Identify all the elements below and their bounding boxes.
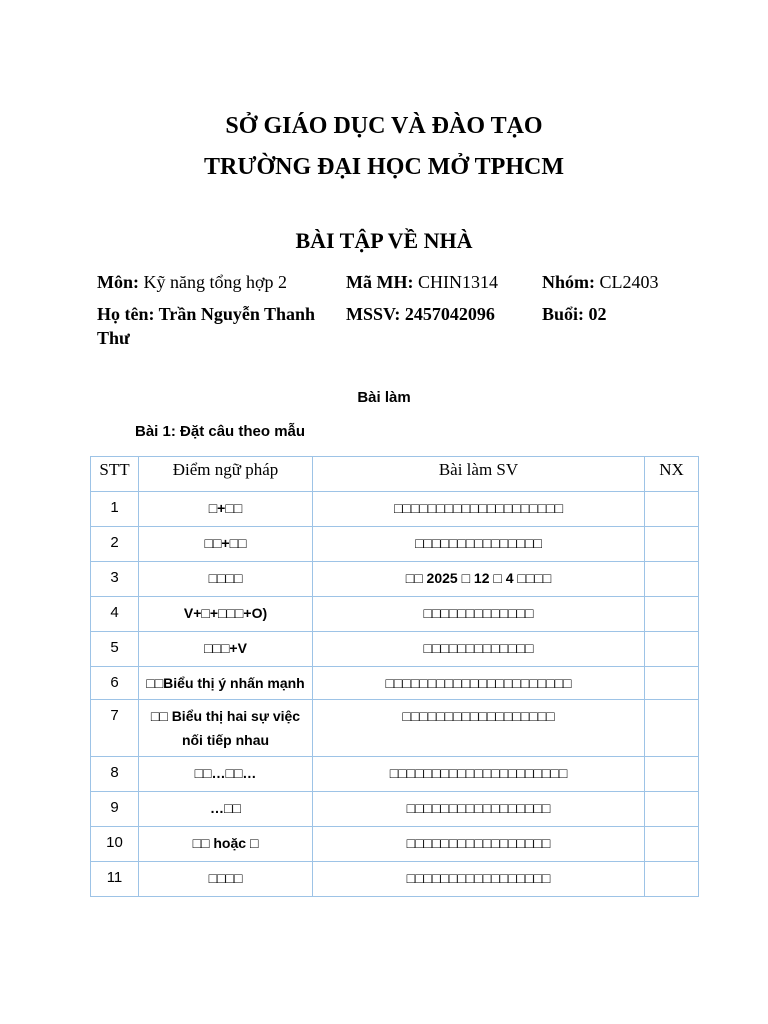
row-number: 11 bbox=[91, 862, 139, 897]
table-row bbox=[91, 827, 699, 862]
assignment-title: BÀI TẬP VỀ NHÀ bbox=[295, 228, 473, 253]
table-row bbox=[91, 700, 699, 757]
grammar-point: □□ Biểu thị hai sự việc nối tiếp nhau bbox=[139, 700, 313, 757]
grammar-point: □□□□ bbox=[139, 562, 313, 597]
student-answer: □□□□□□□□□□□□□ bbox=[313, 597, 645, 632]
teacher-comment bbox=[645, 527, 699, 562]
table-row bbox=[91, 862, 699, 897]
teacher-comment bbox=[645, 827, 699, 862]
table-row bbox=[91, 527, 699, 562]
group-value: CL2403 bbox=[599, 272, 659, 292]
table-header-row bbox=[91, 457, 699, 492]
student-answer: □□□□□□□□□□□□□□□ bbox=[313, 527, 645, 562]
student-name: Họ tên: Trần Nguyễn Thanh Thư bbox=[97, 304, 316, 348]
row-number: 3 bbox=[91, 562, 139, 597]
row-number: 7 bbox=[91, 700, 139, 757]
row-number: 2 bbox=[91, 527, 139, 562]
group-label: Nhóm: bbox=[542, 272, 595, 292]
header-nx: NX bbox=[645, 457, 699, 492]
course-code-label: Mã MH: bbox=[346, 272, 414, 292]
grammar-point: □+□□ bbox=[139, 492, 313, 527]
table-row bbox=[91, 757, 699, 792]
teacher-comment bbox=[645, 792, 699, 827]
subject-label: Môn: bbox=[97, 272, 139, 292]
grammar-point: V+□+□□□+O) bbox=[139, 597, 313, 632]
table-row bbox=[91, 562, 699, 597]
header-grammar: Điểm ngữ pháp bbox=[139, 457, 313, 492]
teacher-comment bbox=[645, 597, 699, 632]
row-number: 6 bbox=[91, 667, 139, 700]
teacher-comment bbox=[645, 667, 699, 700]
student-answer: □□□□□□□□□□□□□ bbox=[313, 632, 645, 667]
row-number: 4 bbox=[91, 597, 139, 632]
table-row bbox=[91, 632, 699, 667]
teacher-comment bbox=[645, 757, 699, 792]
teacher-comment bbox=[645, 862, 699, 897]
section-heading: Bài làm bbox=[357, 389, 411, 406]
course-code-info bbox=[346, 270, 498, 294]
exercise-heading: Bài 1: Đặt câu theo mẫu bbox=[135, 423, 306, 440]
student-answer: □□ 2025 □ 12 □ 4 □□□□ bbox=[313, 562, 645, 597]
grammar-point: □□Biểu thị ý nhấn mạnh bbox=[139, 667, 313, 700]
subject-info bbox=[97, 270, 287, 294]
grammar-point: □□+□□ bbox=[139, 527, 313, 562]
table-row bbox=[91, 792, 699, 827]
student-id: MSSV: 2457042096 bbox=[346, 304, 495, 324]
department-title: SỞ GIÁO DỤC VÀ ĐÀO TẠO bbox=[225, 113, 543, 139]
subject-value: Kỹ năng tổng hợp 2 bbox=[143, 272, 288, 292]
row-number: 10 bbox=[91, 827, 139, 862]
header-stt: STT bbox=[91, 457, 139, 492]
student-answer: □□□□□□□□□□□□□□□□□□□□ bbox=[313, 492, 645, 527]
teacher-comment bbox=[645, 632, 699, 667]
grammar-point: □□…□□… bbox=[139, 757, 313, 792]
header-answer: Bài làm SV bbox=[313, 457, 645, 492]
student-answer: □□□□□□□□□□□□□□□□□□□□□ bbox=[313, 757, 645, 792]
grammar-point: □□□□ bbox=[139, 862, 313, 897]
course-code-value: CHIN1314 bbox=[417, 272, 498, 292]
session-number: Buổi: 02 bbox=[542, 304, 607, 324]
table-row bbox=[91, 597, 699, 632]
student-answer: □□□□□□□□□□□□□□□□□ bbox=[313, 862, 645, 897]
student-answer: □□□□□□□□□□□□□□□□□□ bbox=[313, 700, 645, 757]
grammar-point: …□□ bbox=[139, 792, 313, 827]
exercise-table bbox=[90, 456, 699, 897]
student-answer: □□□□□□□□□□□□□□□□□□□□□□ bbox=[313, 667, 645, 700]
row-number: 1 bbox=[91, 492, 139, 527]
grammar-point: □□□+V bbox=[139, 632, 313, 667]
student-answer: □□□□□□□□□□□□□□□□□ bbox=[313, 827, 645, 862]
group-info bbox=[542, 270, 659, 294]
row-number: 5 bbox=[91, 632, 139, 667]
teacher-comment bbox=[645, 492, 699, 527]
university-title: TRƯỜNG ĐẠI HỌC MỞ TPHCM bbox=[204, 154, 564, 180]
teacher-comment bbox=[645, 562, 699, 597]
student-answer: □□□□□□□□□□□□□□□□□ bbox=[313, 792, 645, 827]
table-row bbox=[91, 492, 699, 527]
grammar-point: □□ hoặc □ bbox=[139, 827, 313, 862]
row-number: 9 bbox=[91, 792, 139, 827]
row-number: 8 bbox=[91, 757, 139, 792]
teacher-comment bbox=[645, 700, 699, 757]
table-row bbox=[91, 667, 699, 700]
